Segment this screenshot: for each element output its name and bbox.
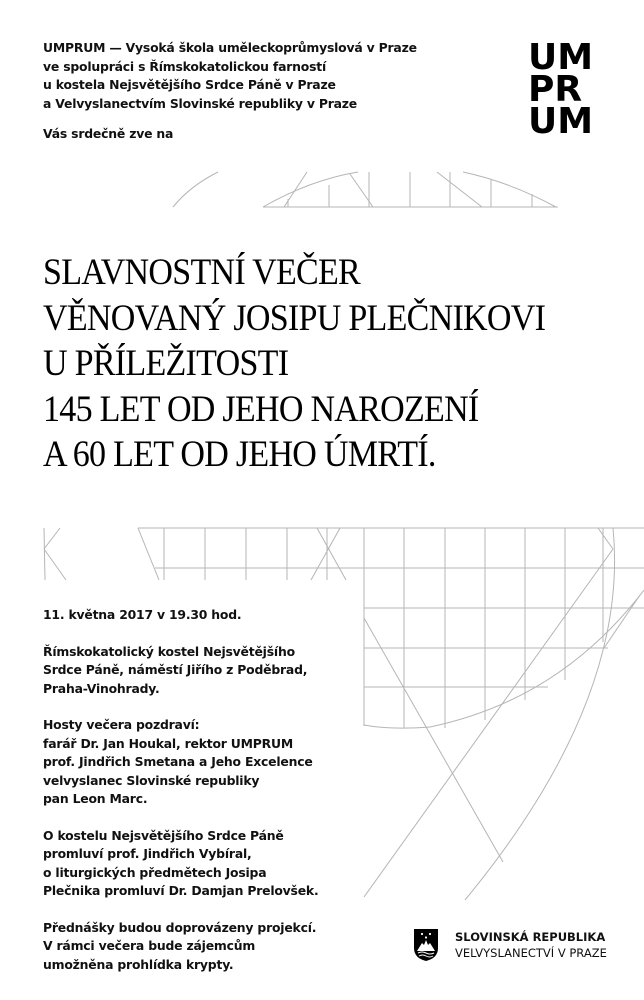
title-line: 145 LET OD JEHO NAROZENÍ <box>43 388 479 430</box>
title-line: U PŘÍLEŽITOSTI <box>43 343 289 384</box>
logo-line: PR <box>528 69 583 110</box>
talks-line: Plečnika promluví Dr. Damjan Prelovšek. <box>43 883 319 898</box>
talks-line: O kostelu Nejsvětějšího Srdce Páně <box>43 827 284 843</box>
notes-line: Přednášky budou doprovázeny projekcí. <box>43 919 317 935</box>
event-venue <box>43 643 318 699</box>
event-notes <box>43 919 318 975</box>
umprum-logo <box>528 37 608 142</box>
notes-line: umožněna prohlídka krypty. <box>43 956 234 972</box>
notes-line: V rámci večera bude zájemcům <box>43 938 256 953</box>
venue-line: Římskokatolický kostel Nejsvětějšího <box>43 643 295 659</box>
date-line: 11. května 2017 v 19.30 hod. <box>43 607 242 622</box>
intro-text <box>43 39 417 113</box>
embassy-subtitle: VELVYSLANECTVÍ V PRAZE <box>455 946 607 960</box>
event-hosts <box>43 716 318 809</box>
talks-line: promluví prof. Jindřich Vybíral, <box>43 846 252 861</box>
hosts-line: farář Dr. Jan Houkal, rektor UMPRUM <box>43 735 293 751</box>
embassy-logo <box>413 928 607 962</box>
intro-line: ve spolupráci s Římskokatolickou farností <box>43 58 327 74</box>
embassy-text <box>455 929 607 961</box>
talks-line: o liturgických předmětech Josipa <box>43 864 267 880</box>
intro-line: a Velvyslanectvím Slovinské republiky v Praze <box>43 95 358 111</box>
invite-line: Vás srdečně zve na <box>43 126 174 141</box>
hosts-line: Hosty večera pozdraví: <box>43 717 200 732</box>
title-line: SLAVNOSTNÍ VEČER <box>43 252 361 293</box>
slovenian-coat-of-arms-icon <box>413 928 439 962</box>
event-date <box>43 606 318 625</box>
embassy-name: SLOVINSKÁ REPUBLIKA <box>455 930 606 944</box>
intro-line: u kostela Nejsvětějšího Srdce Páně v Praze <box>43 77 336 92</box>
event-talks <box>43 827 318 901</box>
venue-line: Srdce Páně, náměstí Jiřího z Poděbrad, <box>43 662 308 677</box>
logo-line: UM <box>528 101 594 142</box>
hosts-line: prof. Jindřich Smetana a Jeho Excelence <box>43 754 313 769</box>
title-line: VĚNOVANÝ JOSIPU PLEČNIKOVI <box>43 297 546 339</box>
event-title <box>43 250 545 478</box>
title-line: A 60 LET OD JEHO ÚMRTÍ. <box>43 434 436 475</box>
hosts-line: pan Leon Marc. <box>43 791 148 806</box>
venue-line: Praha-Vinohrady. <box>43 680 160 696</box>
event-details <box>43 606 318 992</box>
logo-line: UM <box>528 37 594 78</box>
intro-line: UMPRUM — Vysoká škola uměleckoprůmyslová v Praze <box>43 40 417 55</box>
upper-arch-drawing <box>173 172 558 207</box>
hosts-line: velvyslanec Slovinské republiky <box>43 772 260 788</box>
